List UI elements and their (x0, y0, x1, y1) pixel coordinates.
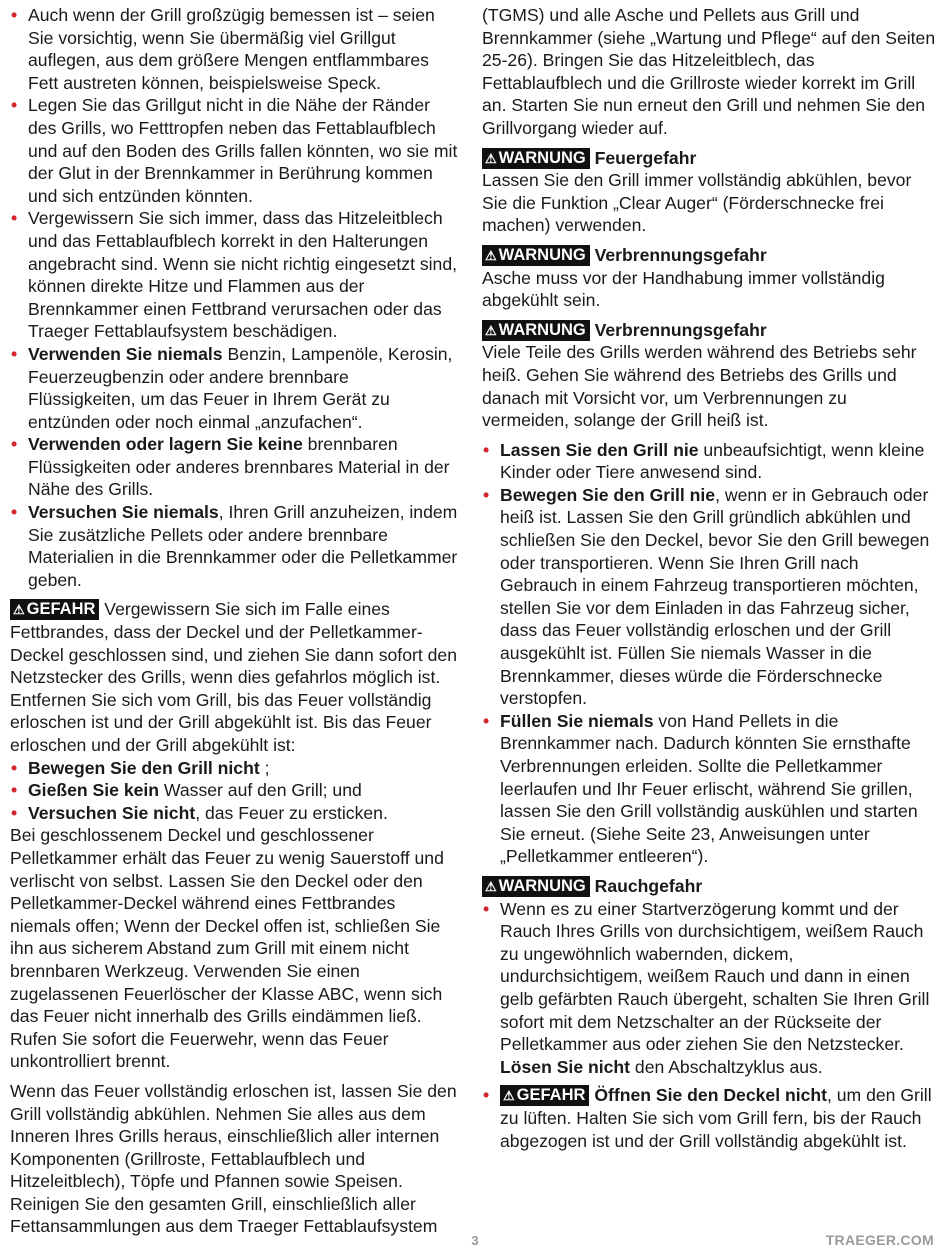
list-item: • Bewegen Sie den Grill nicht ; (10, 757, 458, 780)
warning-heading: ⚠ WARNUNG Rauchgefahr (482, 875, 937, 898)
list-item: • Auch wenn der Grill großzügig bemessen ist – seien Sie vorsichtig, wenn Sie übermäßig viel Grillgut auflegen, aus dem größere Mengen entflammbares Fett austreten können, beispielsweise Speck. (10, 4, 458, 94)
list-item: • Füllen Sie niemals von Hand Pellets in die Brennkammer nach. Dadurch könnten Sie ernsthafte Verbrennungen erleiden. Sollte die Pelletkammer leerlaufen und Ihr Feuer erlischt, während Sie grillen, lassen Sie den Grill vollständig auskühlen und starten Sie erneut. (Siehe Seite 23, Anweisungen unter „Pelletkammer entleeren“). (482, 710, 937, 868)
warning-triangle-icon: ⚠ (503, 1088, 515, 1104)
warning-triangle-icon: ⚠ (13, 602, 25, 618)
warning-triangle-icon: ⚠ (485, 150, 497, 166)
paragraph: Bei geschlossenem Deckel und geschlossener Pelletkammer erhält das Feuer zu wenig Sauerstoff und verlischt von selbst. Lassen Sie den Deckel oder den Pelletkammer-Deckel während eines Fettbrandes niemals offen; Wenn der Deckel offen ist, schließen Sie ihn aus sicherem Abstand zum Grill mit einem nicht brennbaren Werkzeug. Verwenden Sie einen zugelassenen Feuerlöscher der Klasse ABC, wenn sich das Feuer nicht innerhalb des Grills eindämmen ließ. Rufen Sie sofort die Feuerwehr, wenn das Feuer unkontrolliert brennt. (10, 825, 444, 1072)
warning-heading: ⚠ WARNUNG Feuergefahr (482, 147, 937, 170)
list-item: • Bewegen Sie den Grill nie, wenn er in Gebrauch oder heiß ist. Lassen Sie den Grill gründlich abkühlen und schließen Sie den Deckel, bevor Sie den Grill bewegen oder transportieren. Wenn Sie Ihren Grill nach Gebrauch in einem Fahrzeug transportieren möchten, stellen Sie vor dem Einladen in das Fahrzeug sicher, dass das Feuer vollständig erloschen und der Grill ausgekühlt ist. Füllen Sie niemals Wasser in die Brennkammer, dieses würde die Förderschnecke verstopfen. (482, 484, 937, 710)
list-item: • Verwenden Sie niemals Benzin, Lampenöle, Kerosin, Feuerzeugbenzin oder andere brennbare Flüssigkeiten, um das Feuer in Ihrem Gerät zu entzünden oder noch einmal „anzufachen“. (10, 343, 458, 433)
warning-heading: ⚠ WARNUNG Verbrennungsgefahr (482, 244, 937, 267)
warning-badge: ⚠ WARNUNG (482, 876, 590, 897)
warning-block (482, 875, 937, 1152)
left-column (10, 4, 458, 1238)
warning-block: ⚠ WARNUNG Verbrennungsgefahr Viele Teile des Grills werden während des Betriebs sehr heiß. Gehen Sie während des Betriebs des Grills und danach mit Vorsicht vor, um Verbrennungen zu vermeiden, solange der Grill heiß ist. (482, 319, 937, 432)
danger-paragraph: ⚠ GEFAHR Vergewissern Sie sich im Falle eines Fettbrandes, dass der Deckel und der Pelletkammer-Deckel geschlossen sind, und ziehen Sie dann sofort den Netzstecker des Grills, wenn dies gefahrlos möglich ist. Entfernen Sie sich vom Grill, bis das Feuer vollständig erloschen ist und der Grill abgekühlt ist. Bis das Feuer erloschen und der Grill abgekühlt ist: (10, 599, 457, 755)
list-item: • Verwenden oder lagern Sie keine brennbaren Flüssigkeiten oder anderes brennbares Material in der Nähe des Grills. (10, 433, 458, 501)
warning-triangle-icon: ⚠ (485, 878, 497, 894)
right-column (482, 4, 937, 1152)
danger-badge: ⚠ GEFAHR (500, 1085, 589, 1106)
paragraph: Wenn das Feuer vollständig erloschen ist, lassen Sie den Grill vollständig abkühlen. Nehmen Sie alles aus dem Inneren Ihres Grills heraus, einschließlich aller internen Komponenten (Grillroste, Fettablaufblech und Hitzeleitblech), Töpfe und Pfannen sowie Speisen. Reinigen Sie den gesamten Grill, einschließlich aller Fettansammlungen aus dem Traeger Fettablaufsystem (10, 1080, 457, 1237)
paragraph: (TGMS) und alle Asche und Pellets aus Grill und Brennkammer (siehe „Wartung und Pflege“ auf den Seiten 25-26). Bringen Sie das Hitzeleitblech, das Fettablaufblech und die Grillroste wieder korrekt im Grill an. Starten Sie nun erneut den Grill und nehmen Sie den Grillvorgang wieder auf. (482, 5, 936, 138)
list-item: • Lassen Sie den Grill nie unbeaufsichtigt, wenn kleine Kinder oder Tiere anwesend sind. (482, 439, 937, 484)
warning-badge: ⚠ WARNUNG (482, 148, 590, 169)
list-item: • ⚠ GEFAHR Öffnen Sie den Deckel nicht, um den Grill zu lüften. Halten Sie sich vom Grill fern, bis der Rauch abgezogen ist und der Grill vollständig abgekühlt ist. (482, 1084, 937, 1152)
site-url[interactable]: TRAEGER.COM (825, 1232, 934, 1248)
danger-badge: ⚠ GEFAHR (10, 599, 99, 620)
warning-block: ⚠ WARNUNG Feuergefahr Lassen Sie den Grill immer vollständig abkühlen, bevor Sie die Funktion „Clear Auger“ (Förderschnecke frei machen) verwenden. (482, 147, 937, 237)
list-item: • Legen Sie das Grillgut nicht in die Nähe der Ränder des Grills, wo Fetttropfen neben das Fettablaufblech und auf den Boden des Grills fallen könnten, wo sie mit der Glut in der Brennkammer in Berührung kommen und sich entzünden könnten. (10, 94, 458, 207)
warning-triangle-icon: ⚠ (485, 247, 497, 263)
warning-badge: ⚠ WARNUNG (482, 245, 590, 266)
bullet-list (482, 439, 937, 868)
list-item: • Versuchen Sie niemals, Ihren Grill anzuheizen, indem Sie zusätzliche Pellets oder andere brennbare Materialien in die Brennkammer oder die Pelletkammer geben. (10, 501, 458, 591)
warning-triangle-icon: ⚠ (485, 322, 497, 338)
warning-heading: ⚠ WARNUNG Verbrennungsgefahr (482, 319, 937, 342)
warning-badge: ⚠ WARNUNG (482, 320, 590, 341)
list-item: • Vergewissern Sie sich immer, dass das Hitzeleitblech und das Fettablaufblech korrekt in den Halterungen angebracht sind. Wenn sie nicht richtig eingesetzt sind, können direkte Hitze und Flammen aus der Brennkammer einen Fettbrand verursachen oder das Traeger Fettablaufsystem beschädigen. (10, 207, 458, 343)
warning-block: ⚠ WARNUNG Verbrennungsgefahr Asche muss vor der Handhabung immer vollständig abgekühlt sein. (482, 244, 937, 312)
list-item: • Wenn es zu einer Startverzögerung kommt und der Rauch Ihres Grills von durchsichtigem, weißem Rauch zu ungewöhnlich wabernden, dickem, undurchsichtigem, weißem Rauch und dann in einen gelb gefärbten Rauch übergeht, schalten Sie Ihren Grill sofort mit dem Netzschalter an der Rückseite der Pelletkammer aus oder ziehen Sie den Netzstecker. Lösen Sie nicht den Abschaltzyklus aus. (482, 898, 937, 1079)
page-number: 3 (471, 1233, 479, 1248)
list-item: • Versuchen Sie nicht, das Feuer zu ersticken. (10, 802, 458, 825)
list-item: • Gießen Sie kein Wasser auf den Grill; und (10, 779, 458, 802)
